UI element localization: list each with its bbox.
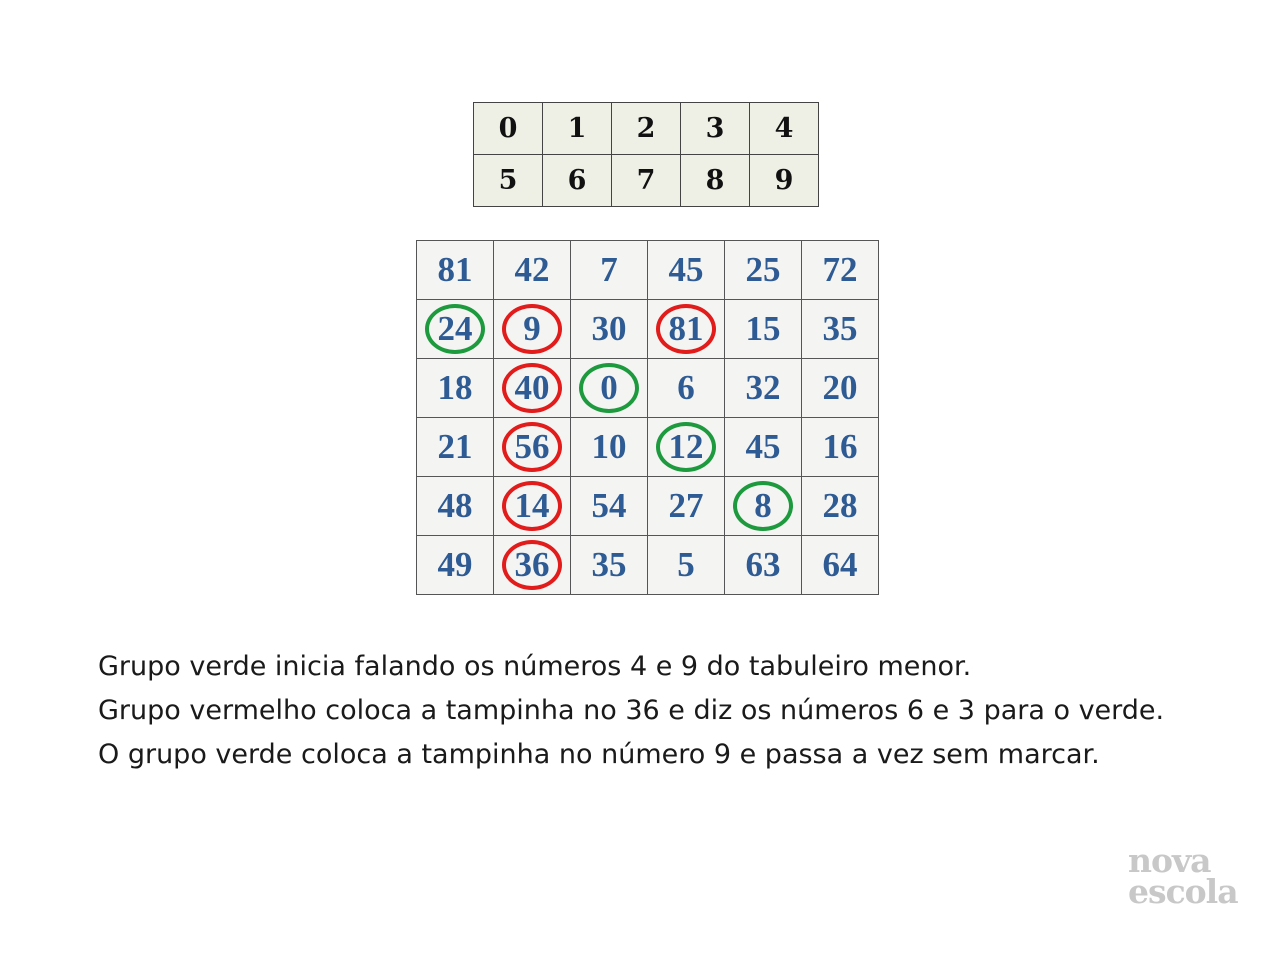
small-board-cell: 2 — [612, 103, 681, 155]
number-board-cell — [494, 477, 571, 536]
cell-number: 14 — [514, 486, 550, 525]
number-board-cell — [725, 359, 802, 418]
number-board-cell — [725, 418, 802, 477]
cell-number: 9 — [523, 309, 541, 348]
number-board-cell — [648, 359, 725, 418]
cell-number: 8 — [754, 486, 772, 525]
cell-number: 5 — [677, 545, 695, 584]
cell-number: 49 — [437, 545, 473, 584]
number-board-cell — [648, 477, 725, 536]
cell-number: 81 — [668, 309, 704, 348]
number-board-cell — [802, 241, 879, 300]
small-board-cell: 5 — [474, 155, 543, 207]
number-board-cell — [725, 477, 802, 536]
cell-number: 81 — [437, 250, 473, 289]
small-board-cell: 4 — [750, 103, 819, 155]
cell-number: 12 — [668, 427, 704, 466]
cell-number: 25 — [745, 250, 781, 289]
cell-number: 35 — [591, 545, 627, 584]
cell-number: 40 — [514, 368, 550, 407]
small-board-row — [474, 155, 819, 207]
number-board-cell — [802, 359, 879, 418]
number-board-row — [417, 300, 879, 359]
cell-number: 20 — [822, 368, 858, 407]
cell-number: 15 — [745, 309, 781, 348]
cell-number: 35 — [822, 309, 858, 348]
small-board-row — [474, 103, 819, 155]
small-board-cell: 9 — [750, 155, 819, 207]
instruction-line: O grupo verde coloca a tampinha no número 9 e passa a vez sem marcar. — [98, 739, 1100, 770]
cell-number: 24 — [437, 309, 473, 348]
number-board-cell — [417, 241, 494, 300]
logo-line: escola — [1128, 872, 1238, 911]
number-board-cell — [417, 536, 494, 595]
cell-number: 56 — [514, 427, 550, 466]
number-board-cell — [571, 300, 648, 359]
number-board-cell — [417, 477, 494, 536]
number-board-cell — [571, 477, 648, 536]
cell-number: 64 — [822, 545, 858, 584]
small-digit-board — [473, 102, 819, 207]
number-board-cell — [802, 477, 879, 536]
cell-number: 54 — [591, 486, 627, 525]
instruction-line: Grupo verde inicia falando os números 4 e 9 do tabuleiro menor. — [98, 651, 972, 682]
number-board-cell — [571, 418, 648, 477]
number-board-cell — [648, 241, 725, 300]
logo-line: nova — [1128, 841, 1211, 880]
cell-number: 48 — [437, 486, 473, 525]
cell-number: 42 — [514, 250, 550, 289]
number-board-cell — [417, 359, 494, 418]
cell-number: 21 — [437, 427, 473, 466]
small-board-cell: 3 — [681, 103, 750, 155]
number-board-row — [417, 477, 879, 536]
cell-number: 7 — [600, 250, 618, 289]
number-board-cell — [725, 300, 802, 359]
cell-number: 45 — [745, 427, 781, 466]
number-board-cell — [802, 418, 879, 477]
instruction-line: Grupo vermelho coloca a tampinha no 36 e diz os números 6 e 3 para o verde. — [98, 695, 1165, 726]
number-board-cell — [571, 241, 648, 300]
number-board-cell — [494, 418, 571, 477]
cell-number: 27 — [668, 486, 704, 525]
number-board-cell — [571, 359, 648, 418]
cell-number: 28 — [822, 486, 858, 525]
number-board-cell — [417, 300, 494, 359]
instructions-text — [98, 645, 1192, 777]
number-board-cell — [648, 536, 725, 595]
number-board-cell — [802, 300, 879, 359]
number-board-cell — [571, 536, 648, 595]
cell-number: 36 — [514, 545, 550, 584]
cell-number: 6 — [677, 368, 695, 407]
cell-number: 72 — [822, 250, 858, 289]
cell-number: 16 — [822, 427, 858, 466]
cell-number: 0 — [600, 368, 618, 407]
number-board-cell — [802, 536, 879, 595]
small-board-cell: 6 — [543, 155, 612, 207]
number-board-cell — [648, 300, 725, 359]
cell-number: 10 — [591, 427, 627, 466]
small-board-cell: 8 — [681, 155, 750, 207]
number-board-cell — [417, 418, 494, 477]
number-board-cell — [494, 241, 571, 300]
cell-number: 30 — [591, 309, 627, 348]
small-board-cell: 0 — [474, 103, 543, 155]
number-board-cell — [648, 418, 725, 477]
number-board-row — [417, 359, 879, 418]
number-board-cell — [494, 300, 571, 359]
number-board-row — [417, 241, 879, 300]
number-board-row — [417, 536, 879, 595]
number-board-row — [417, 418, 879, 477]
small-board-cell: 7 — [612, 155, 681, 207]
cell-number: 63 — [745, 545, 781, 584]
cell-number: 18 — [437, 368, 473, 407]
nova-escola-logo — [1128, 841, 1238, 911]
cell-number: 32 — [745, 368, 781, 407]
number-board-cell — [494, 359, 571, 418]
cell-number: 45 — [668, 250, 704, 289]
number-board-cell — [725, 241, 802, 300]
number-board — [416, 240, 879, 595]
number-board-cell — [725, 536, 802, 595]
small-board-cell: 1 — [543, 103, 612, 155]
number-board-cell — [494, 536, 571, 595]
